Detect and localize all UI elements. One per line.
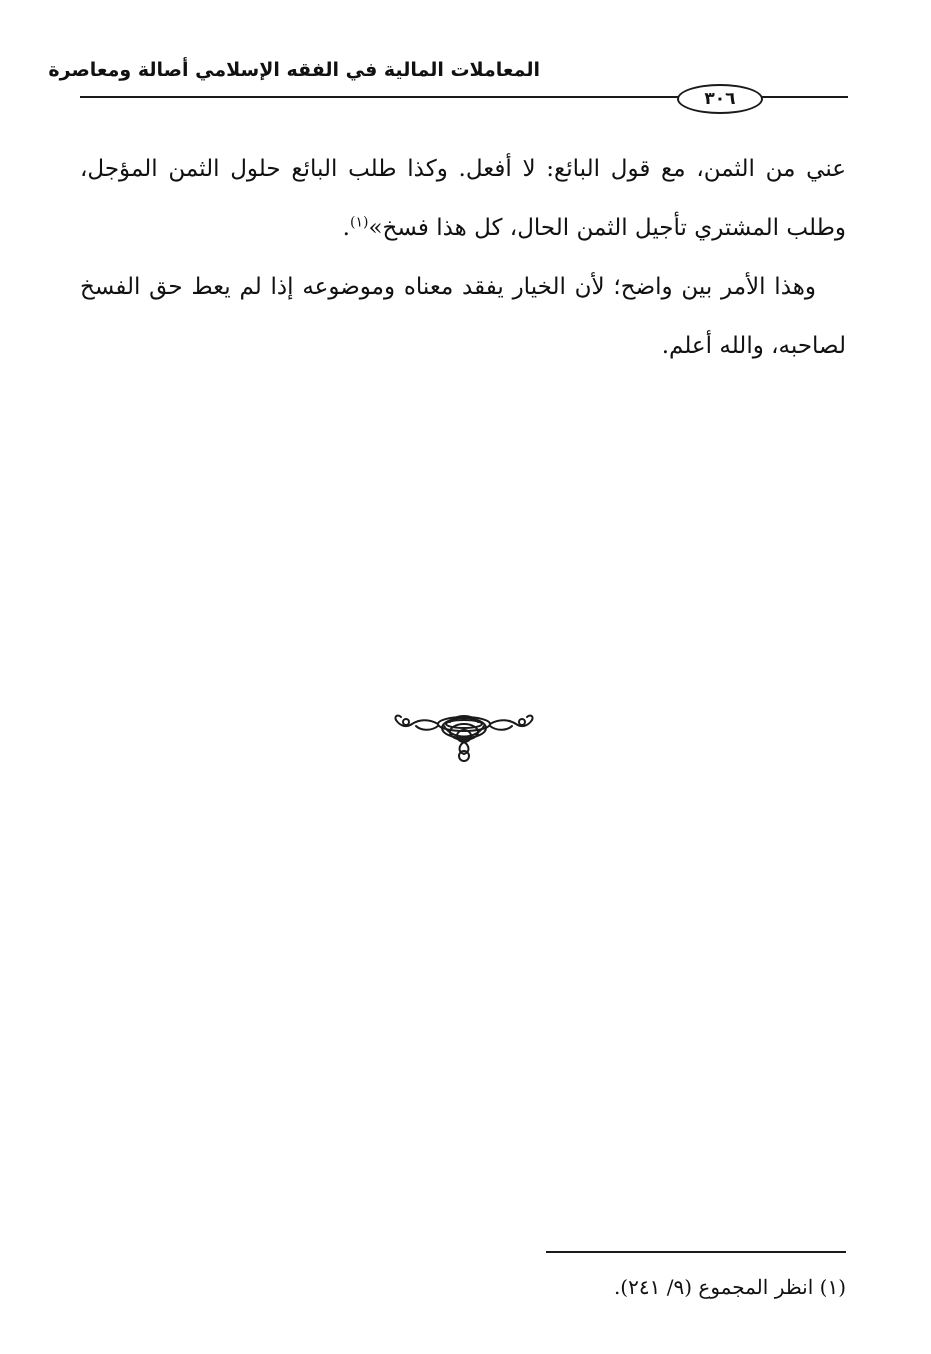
footnote-rule: [546, 1251, 846, 1253]
paragraph-end: .: [342, 215, 350, 241]
paragraph: [80, 140, 846, 258]
floral-divider-icon: [392, 704, 536, 764]
page-number: [677, 84, 763, 114]
footnote-marker: (١): [819, 1275, 846, 1299]
footnote: [480, 1270, 846, 1304]
paragraph-text: عني من الثمن، مع قول البائع: لا أفعل. وكذا طلب البائع حلول الثمن المؤجل، وطلب المشتري تأجيل الثمن الحال، كل هذا فسخ»: [80, 156, 846, 241]
page-number-text: ٣٠٦: [704, 88, 736, 109]
footnote-text: انظر المجموع (٩/ ٢٤١).: [613, 1275, 814, 1299]
body-text: [80, 140, 846, 376]
paragraph-text: وهذا الأمر بين واضح؛ لأن الخيار يفقد معناه وموضوعه إذا لم يعط حق الفسخ لصاحبه، والله أعلم.: [80, 274, 846, 359]
running-title: المعاملات المالية في الفقه الإسلامي أصالة ومعاصرة: [48, 59, 540, 81]
footnote-reference[interactable]: (١): [349, 214, 369, 231]
paragraph: [80, 258, 846, 376]
